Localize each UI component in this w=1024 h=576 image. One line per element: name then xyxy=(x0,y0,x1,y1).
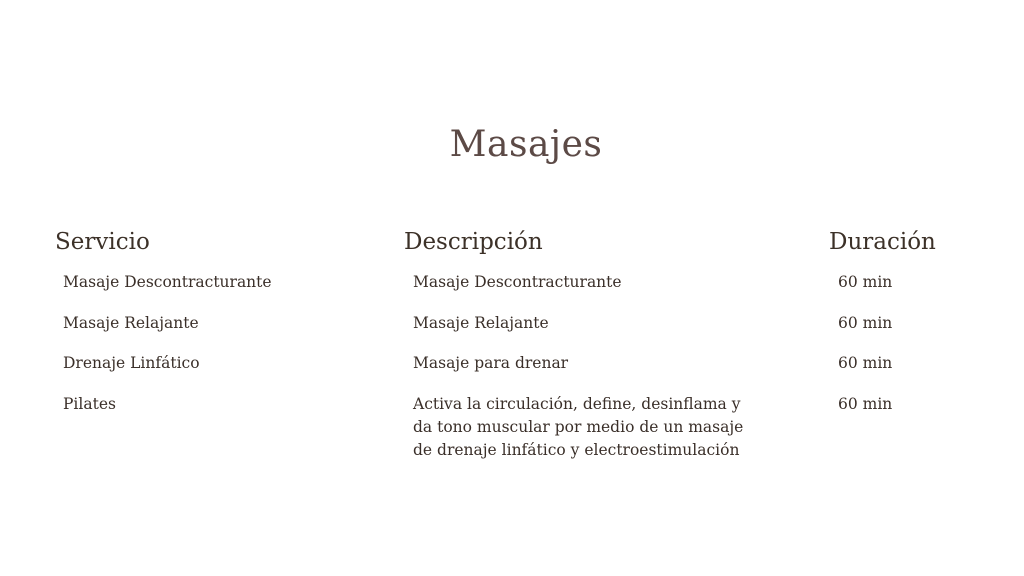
column-header-description: Descripción xyxy=(404,229,543,255)
row-0-description: Masaje Descontracturante xyxy=(413,273,622,291)
row-3-duration: 60 min xyxy=(838,395,893,413)
column-header-service: Servicio xyxy=(55,229,150,255)
row-2-duration: 60 min xyxy=(838,354,893,372)
row-0-service: Masaje Descontracturante xyxy=(63,273,272,291)
row-3-service: Pilates xyxy=(63,395,116,413)
row-1-service: Masaje Relajante xyxy=(63,314,199,332)
row-2-description: Masaje para drenar xyxy=(413,354,569,372)
column-header-duration: Duración xyxy=(829,229,936,255)
row-2-service: Drenaje Linfático xyxy=(63,354,200,372)
row-1-duration: 60 min xyxy=(838,314,893,332)
page-title: Masajes xyxy=(449,124,603,165)
row-3-description: Activa la circulación, define, desinflama y da tono muscular por medio de un masaje de drenaje linfático y electroestimulación xyxy=(413,395,744,459)
row-0-duration: 60 min xyxy=(838,273,893,291)
row-1-description: Masaje Relajante xyxy=(413,314,549,332)
